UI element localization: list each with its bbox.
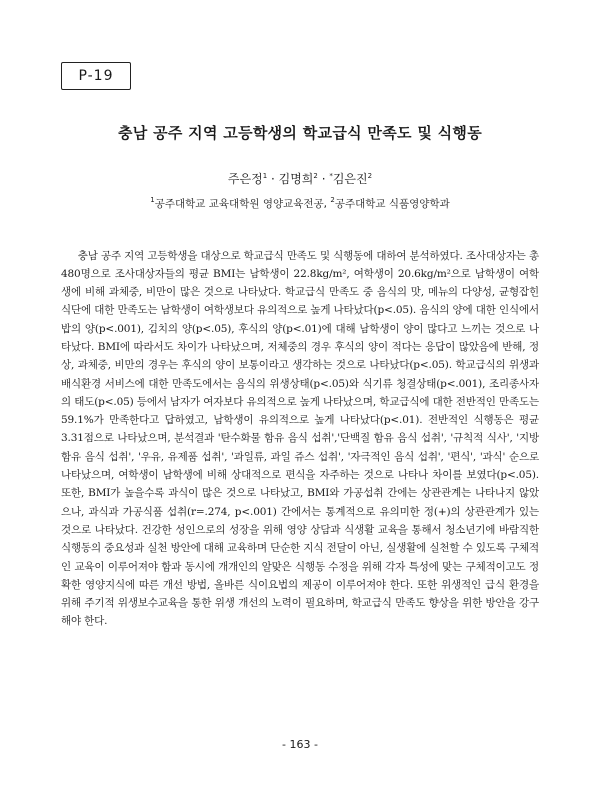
author-separator: ·: [317, 172, 330, 186]
author-separator: ·: [267, 172, 279, 186]
affiliation-marker: 2: [330, 196, 335, 204]
corresponding-marker: *: [329, 172, 333, 180]
affiliation-marker: 1: [150, 196, 155, 204]
affiliation-marker: 2: [367, 172, 373, 180]
affiliation-line: [0, 196, 600, 211]
affiliation-text: 공주대학교 교육대학원 영양교육전공,: [154, 198, 331, 210]
author-name: 김은진: [332, 172, 368, 186]
author-name: 김명희: [278, 172, 314, 186]
affiliation-text: 공주대학교 식품영양학과: [334, 198, 450, 210]
paper-title: 충남 공주 지역 고등학생의 학교급식 만족도 및 식행동: [117, 124, 483, 142]
poster-id-badge: P-19: [61, 62, 131, 90]
abstract-body: 충남 공주 지역 고등학생을 대상으로 학교급식 만족도 및 식행동에 대하여 분석하였다. 조사대상자는 총 480명으로 조사대상자들의 평균 BMI는 남학생이 22.8kg/m², 여학생이 20.6kg/m²으로 남학생이 여학생에 비해 과체중, 비만이 많은 것으로 나타났다. 학교급식 만족도 중 음식의 맛, 메뉴의 다양성, 균형잡힌 식단에 대한 만족도는 남학생이 여학생보다 유의적으로 높게 나타났다(p<.05). 음식의 양에 대한 인식에서 밥의 양(p<.001), 김치의 양(p<.05), 후식의 양(p<.01)에 대해 남학생이 양이 많다고 느끼는 것으로 나타났다. BMI에 따라서도 차이가 나타났으며, 저체중의 경우 후식의 양이 적다는 응답이 많았음에 반해, 정상, 과체중, 비만의 경우는 후식의 양이 보통이라고 생각하는 것으로 나타났다(p<.05). 학교급식의 위생과 배식환경 서비스에 대한 만족도에서는 음식의 위생상태(p<.05)와 식기류 청결상태(p<.001), 조리종사자의 태도(p<.05) 등에서 남자가 여자보다 유의적으로 높게 나타났으며, 학교급식에 대한 전반적인 만족도는 59.1%가 만족한다고 답하였고, 남학생이 유의적으로 높게 나타났다(p<.01). 전반적인 식행동은 평균 3.31점으로 나타났으며, 분석결과 '탄수화물 함유 음식 섭취','단백질 함유 음식 섭취', '규칙적 식사', '지방 함유 음식 섭취', '우유, 유제품 섭취', '과일류, 과일 쥬스 섭취', '자극적인 음식 섭취', '편식', '과식' 순으로 나타났으며, 여학생이 남학생에 비해 상대적으로 편식을 자주하는 것으로 나타나 차이를 보였다(p<.05). 또한, BMI가 높을수록 과식이 많은 것으로 나타났고, BMI와 가공섭취 간에는 상관관계는 나타나지 않았으나, 과식과 가공식품 섭취(r=.274, p<.001) 간에서는 통계적으로 유의미한 정(+)의 상관관계가 있는 것으로 나타났다. 건강한 성인으로의 성장을 위해 영양 상담과 식생활 교육을 통해서 청소년기에 바람직한 식행동의 중요성과 실천 방안에 대해 교육하며 단순한 지식 전달이 아닌, 실생활에 실천할 수 있도록 구체적인 교육이 이루어져야 함과 동시에 개개인의 알맞은 식행동 수정을 위해 각자 특성에 맞는 구체적이고도 정확한 영양지식에 따른 개선 방법, 올바른 식이요법의 제공이 이루어져야 한다. 또한 위생적인 급식 환경을 위해 주기적 위생보수교육을 통한 위생 개선의 노력이 필요하며, 학교급식 만족도 향상을 위한 방안을 강구해야 한다.: [61, 249, 539, 628]
page-number: - 163 -: [282, 738, 318, 751]
affiliation-marker: 1: [262, 172, 268, 180]
author-list: [0, 170, 600, 187]
affiliation-marker: 2: [313, 172, 318, 180]
author-name: 주은정: [227, 172, 263, 186]
